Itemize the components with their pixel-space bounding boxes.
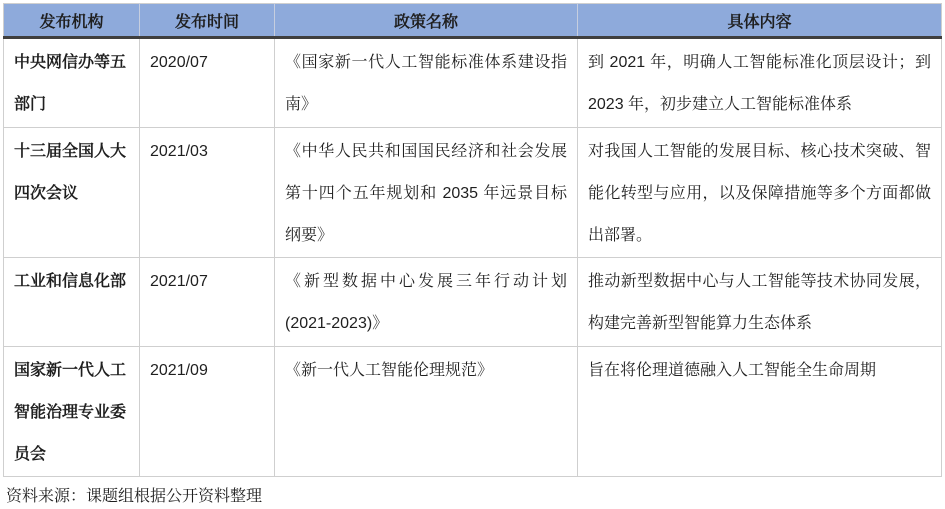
header-row: [4, 4, 942, 38]
cell-content: 到 2021 年，明确人工智能标准化顶层设计；到 2023 年，初步建立人工智能标准体系: [578, 38, 942, 128]
cell-content: 对我国人工智能的发展目标、核心技术突破、智能化转型与应用，以及保障措施等多个方面都做出部署。: [578, 128, 942, 258]
cell-org: 中央网信办等五部门: [4, 38, 140, 128]
cell-content: 推动新型数据中心与人工智能等技术协同发展，构建完善新型智能算力生态体系: [578, 258, 942, 347]
source-note: 资料来源：课题组根据公开资料整理: [6, 488, 263, 505]
cell-policy: 《新型数据中心发展三年行动计划 (2021-2023)》: [275, 258, 578, 347]
table-row: [4, 347, 942, 477]
cell-policy: 《新一代人工智能伦理规范》: [275, 347, 578, 477]
cell-org: 国家新一代人工智能治理专业委员会: [4, 347, 140, 477]
column-header-content: 具体内容: [578, 4, 942, 38]
policy-table: [3, 3, 942, 477]
cell-date: 2020/07: [140, 38, 275, 128]
cell-policy: 《中华人民共和国国民经济和社会发展第十四个五年规划和 2035 年远景目标纲要》: [275, 128, 578, 258]
cell-date: 2021/09: [140, 347, 275, 477]
table-row: [4, 38, 942, 128]
cell-org: 十三届全国人大四次会议: [4, 128, 140, 258]
column-header-date: 发布时间: [140, 4, 275, 38]
column-header-org: 发布机构: [4, 4, 140, 38]
cell-policy: 《国家新一代人工智能标准体系建设指南》: [275, 38, 578, 128]
cell-org: 工业和信息化部: [4, 258, 140, 347]
cell-content: 旨在将伦理道德融入人工智能全生命周期: [578, 347, 942, 477]
cell-date: 2021/03: [140, 128, 275, 258]
table-row: [4, 128, 942, 258]
cell-date: 2021/07: [140, 258, 275, 347]
table-row: [4, 258, 942, 347]
column-header-policy: 政策名称: [275, 4, 578, 38]
